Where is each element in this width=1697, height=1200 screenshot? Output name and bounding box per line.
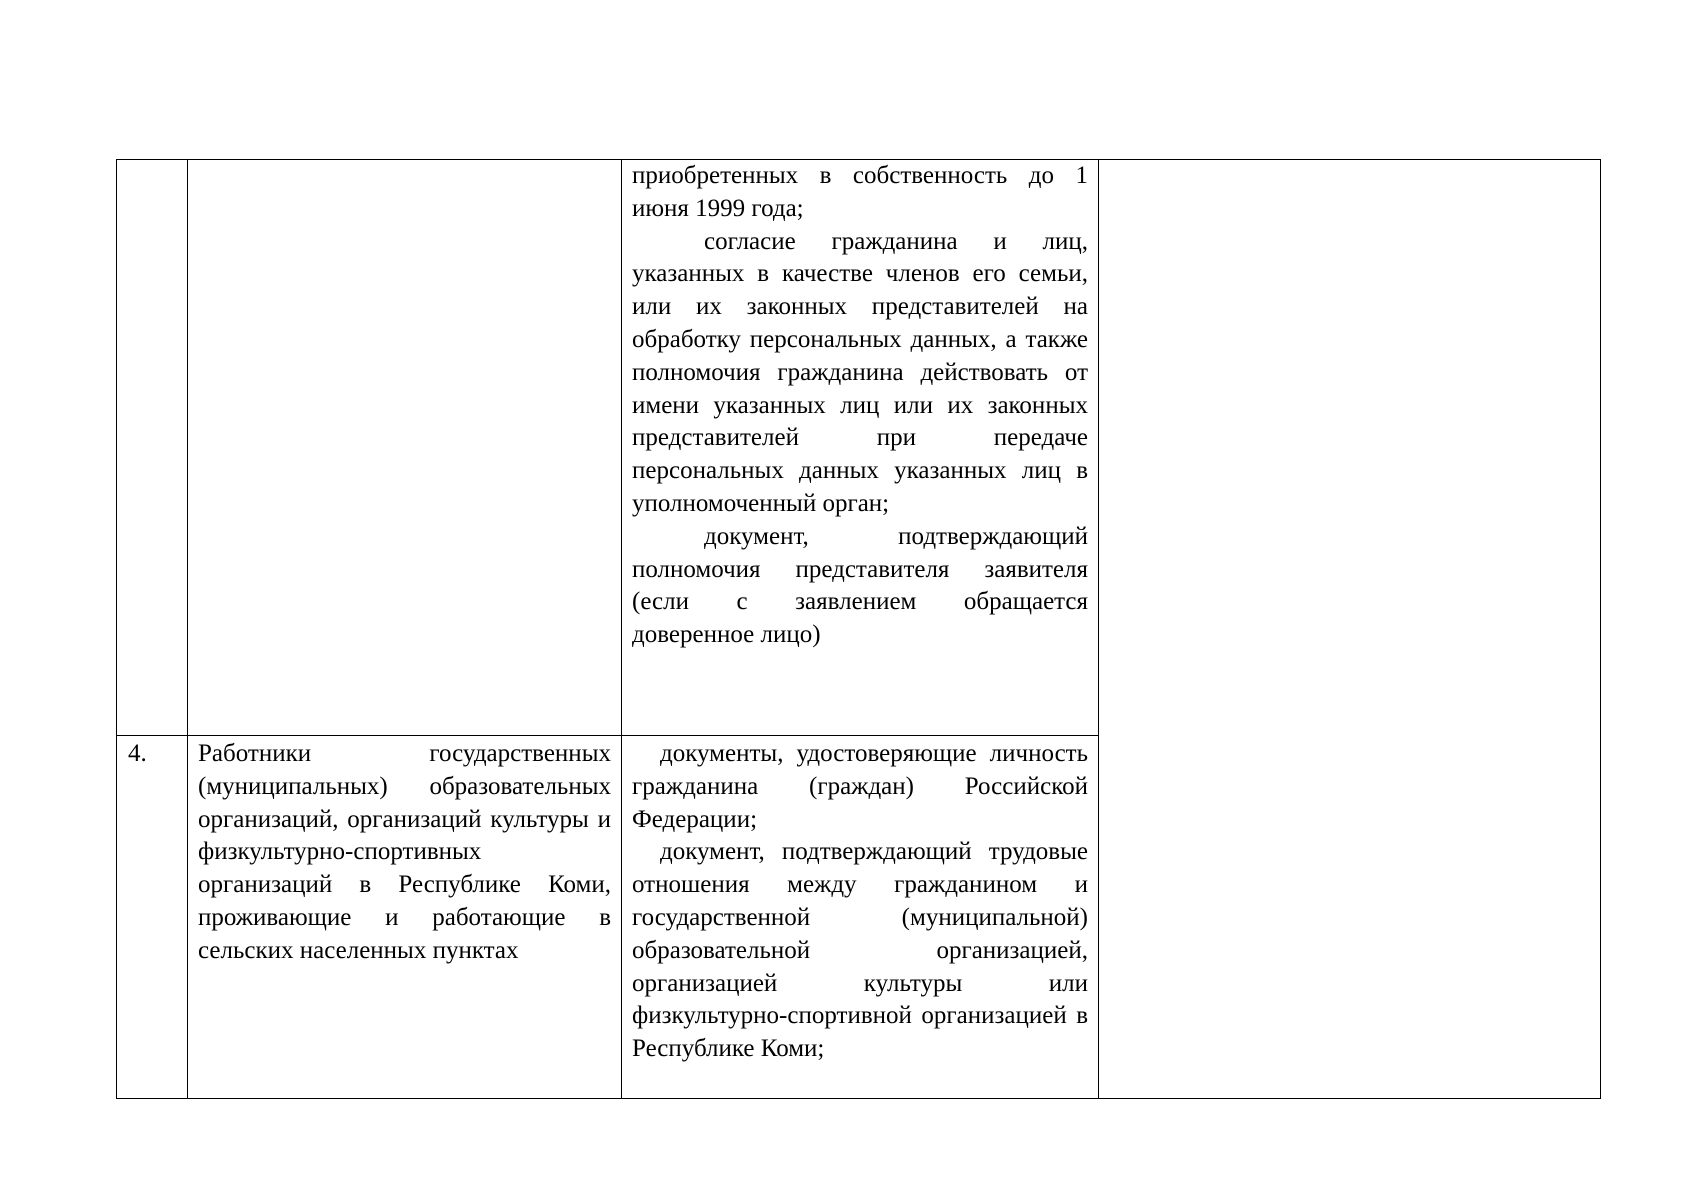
row-number-cell [117, 160, 188, 736]
category-cell [188, 160, 622, 736]
documents-cell [622, 736, 1099, 1099]
row-number: 4. [128, 740, 147, 767]
document-item: документ, подтверждающий полномочия представителя заявителя (если с заявлением обращается доверенное лицо) [632, 522, 1088, 649]
category-text [188, 160, 621, 164]
table-row [117, 160, 1601, 736]
document-item: документы, удостоверяющие личность гражданина (граждан) Российской Федерации; [632, 740, 1088, 833]
document-item: приобретенных в собственность до 1 июня 1999 года; [632, 162, 1088, 222]
row-number [117, 160, 187, 164]
category-text: Работники государственных (муниципальных) образовательных организаций, организаций культуры и физкультурно-спортивных организаций в Республике Коми, проживающие и работающие в сельских населенных пунктах [198, 740, 611, 964]
document-item: документ, подтверждающий трудовые отношения между гражданином и государственной (муниципальной) образовательной организацией, организацией культуры или физкультурно-спортивной организацией в Республике Коми; [632, 838, 1088, 1063]
document-item: согласие гражданина и лиц, указанных в качестве членов его семьи, или их законных представителей на обработку персональных данных, а также полномочия гражданина действовать от имени указанных лиц или их законных представителей при передаче персональных данных указанных лиц в уполномоченный орган; [632, 227, 1088, 517]
notes-cell [1099, 160, 1601, 1099]
document-table [116, 159, 1601, 1099]
documents-cell [622, 160, 1099, 736]
category-cell [188, 736, 622, 1099]
row-number-cell [117, 736, 188, 1099]
